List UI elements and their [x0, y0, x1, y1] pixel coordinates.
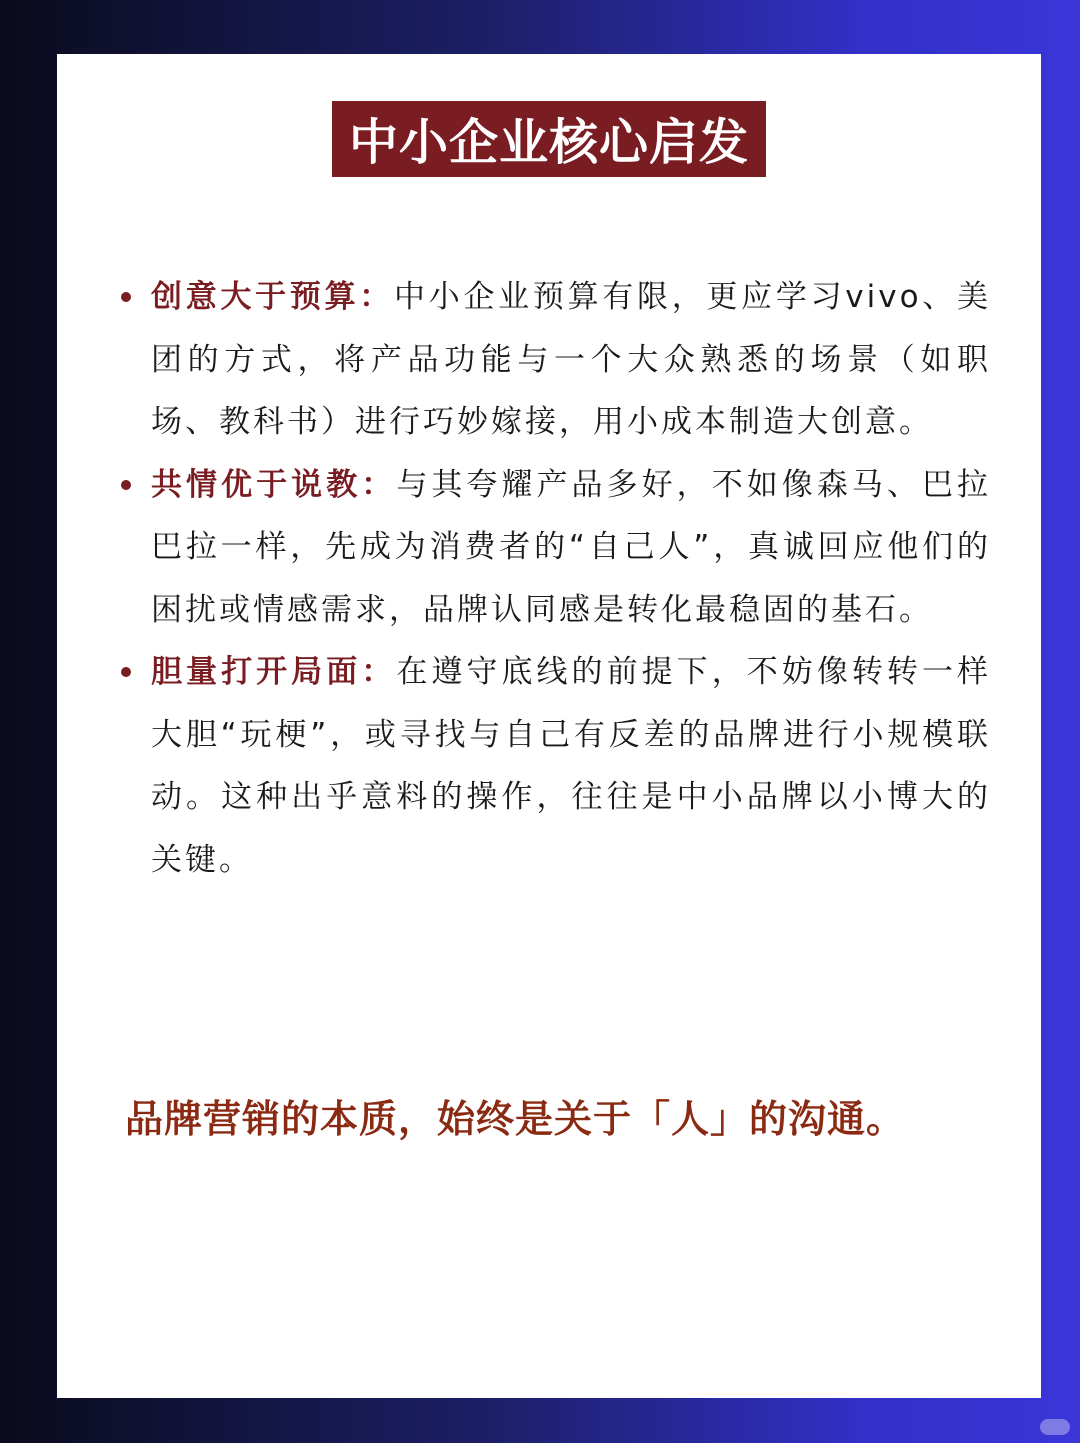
bullet-dot-icon [121, 480, 131, 490]
list-item [151, 641, 991, 891]
key-points-list [57, 266, 1041, 891]
point-heading: 创意大于预算： [151, 279, 395, 315]
bullet-dot-icon [121, 292, 131, 302]
list-item [151, 266, 991, 454]
point-body: 在遵守底线的前提下，不妨像转转一样大胆“玩梗”，或寻找与自己有反差的品牌进行小规模联动。这种出乎意料的操作，往往是中小品牌以小博大的关键。 [151, 654, 992, 878]
content-card [57, 54, 1041, 1398]
point-body: 与其夸耀产品多好，不如像森马、巴拉巴拉一样，先成为消费者的“自己人”，真诚回应他们的困扰或情感需求，品牌认同感是转化最稳固的基石。 [151, 466, 992, 628]
title-banner [332, 101, 766, 177]
point-body: 中小企业预算有限，更应学习vivo、美团的方式，将产品功能与一个大众熟悉的场景（如职场、教科书）进行巧妙嫁接，用小成本制造大创意。 [151, 279, 992, 440]
point-heading: 共情优于说教： [151, 466, 397, 503]
point-heading: 胆量打开局面： [151, 654, 397, 690]
list-item [151, 454, 991, 642]
conclusion-text: 品牌营销的本质，始终是关于「人」的沟通。 [125, 1097, 906, 1141]
page-title: 中小企业核心启发 [348, 114, 749, 171]
bullet-dot-icon [121, 667, 131, 677]
watermark-badge-icon [1040, 1419, 1070, 1435]
